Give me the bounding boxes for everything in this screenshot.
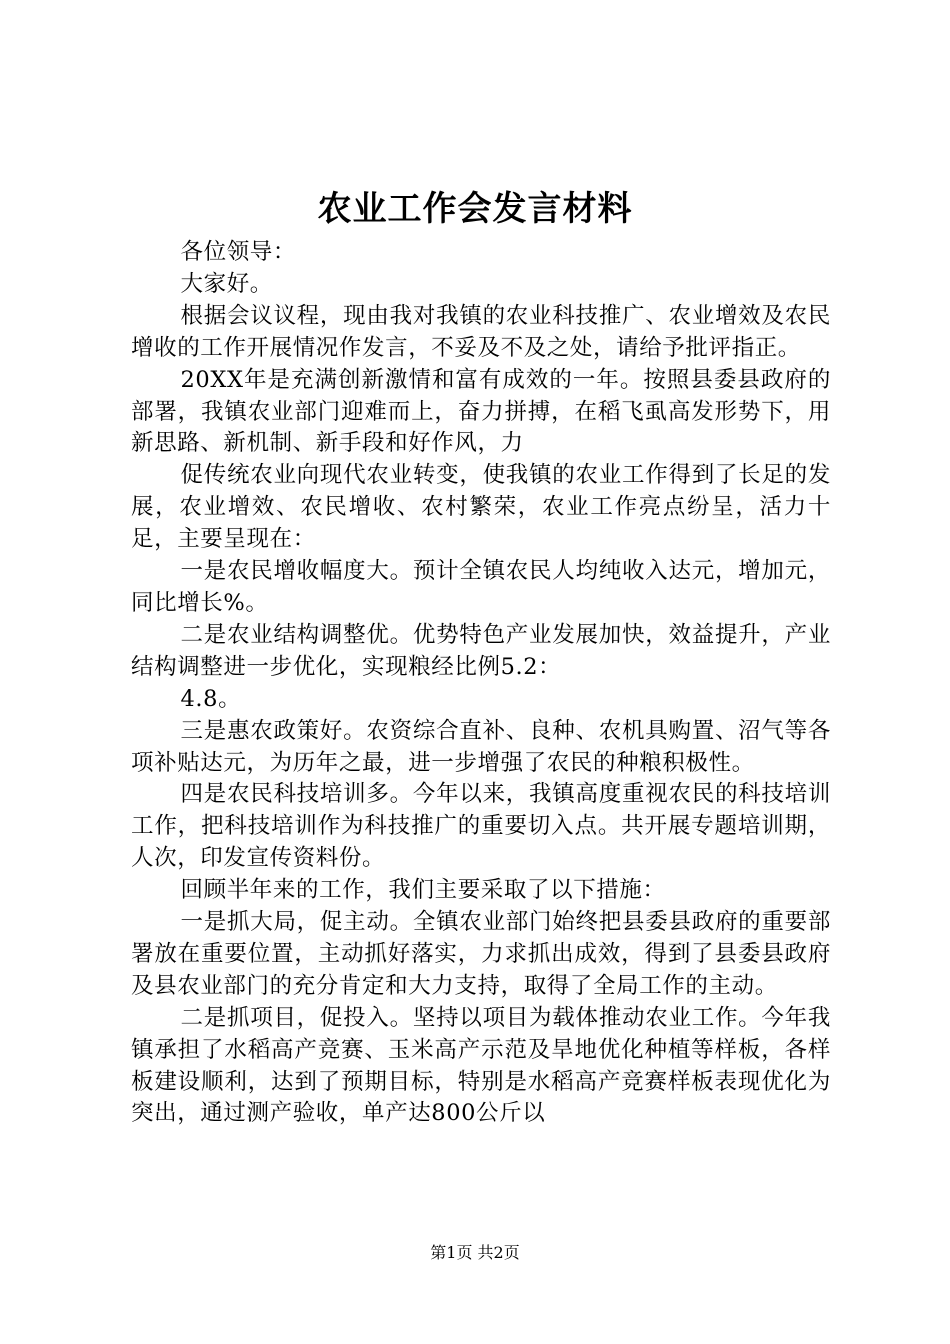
paragraph: 一是农民增收幅度大。预计全镇农民人均纯收入达元，增加元，同比增长%。 [131, 558, 831, 616]
paragraph: 二是抓项目，促投入。坚持以项目为载体推动农业工作。今年我镇承担了水稻高产竞赛、玉米高产示范及旱地优化种植等样板，各样板建设顺利，达到了预期目标，特别是水稻高产竞赛样板表现优化为突出，通过测产验收，单产达800公斤以 [131, 1004, 831, 1127]
page-footer: 第1页 共2页 [430, 1243, 520, 1262]
paragraph: 回顾半年来的工作，我们主要采取了以下措施： [180, 877, 666, 904]
paragraph: 促传统农业向现代农业转变，使我镇的农业工作得到了长足的发展，农业增效、农民增收、农村繁荣，农业工作亮点纷呈，活力十足，主要呈现在： [131, 462, 831, 553]
paragraph: 三是惠农政策好。农资综合直补、良种、农机具购置、沼气等各项补贴达元，为历年之最，进一步增强了农民的种粮积极性。 [131, 717, 831, 776]
paragraph: 4.8。 [180, 685, 242, 712]
paragraph: 一是抓大局，促主动。全镇农业部门始终把县委县政府的重要部署放在重要位置，主动抓好落实，力求抓出成效，得到了县委县政府及县农业部门的充分肯定和大力支持，取得了全局工作的主动。 [131, 909, 831, 999]
paragraph: 二是农业结构调整优。优势特色产业发展加快，效益提升，产业结构调整进一步优化，实现粮经比例5.2： [131, 621, 831, 680]
document-body [131, 237, 831, 1130]
paragraph: 各位领导： [180, 239, 297, 265]
paragraph: 大家好。 [180, 270, 273, 297]
paragraph: 20XX年是充满创新激情和富有成效的一年。按照县委县政府的部署，我镇农业部门迎难而上，奋力拼搏，在稻飞虱高发形势下，用新思路、新机制、新手段和好作风，力 [131, 366, 831, 457]
paragraph: 四是农民科技培训多。今年以来，我镇高度重视农民的科技培训工作，把科技培训作为科技推广的重要切入点。共开展专题培训期，人次，印发宣传资料份。 [131, 781, 831, 872]
document-title: 农业工作会发言材料 [317, 189, 633, 229]
paragraph: 根据会议议程，现由我对我镇的农业科技推广、农业增效及农民增收的工作开展情况作发言，不妥及不及之处，请给予批评指正。 [131, 302, 831, 361]
